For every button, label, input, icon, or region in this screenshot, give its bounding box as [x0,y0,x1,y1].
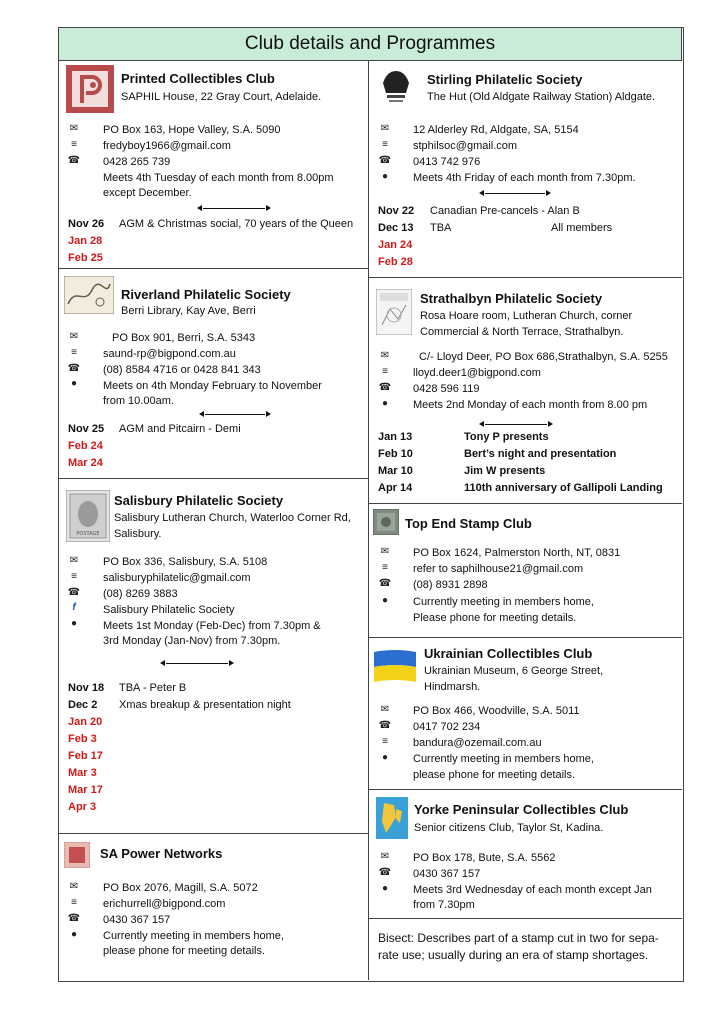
drop-icon: ● [381,398,389,409]
club-email[interactable]: stphilsoc@gmail.com [413,140,518,152]
club-venue: Berri Library, Kay Ave, Berri [121,305,256,317]
phone-icon: ☎ [67,587,81,598]
club-address: PO Box 163, Hope Valley, S.A. 5090 [103,124,281,136]
section-divider [58,478,368,479]
club-name: Ukrainian Collectibles Club [424,646,593,661]
club-meeting-cont: 3rd Monday (Jan-Nov) from 7.30pm. [103,635,281,647]
prog-event: AGM and Pitcairn - Demi [119,423,241,435]
prog-event: TBA - Peter B [119,682,187,694]
yorke-club-logo [376,797,408,839]
prog-event-extra: All members [551,222,613,234]
prog-date: Jan 13 [378,431,413,443]
prog-date: Dec 2 [68,699,98,711]
club-phone: (08) 8584 4716 or 0428 841 343 [103,364,261,376]
section-divider [368,918,682,919]
club-phone: 0417 702 234 [413,721,481,733]
club-address: 12 Alderley Rd, Aldgate, SA, 5154 [413,124,579,136]
prog-date: Jan 28 [68,235,103,247]
envelope-icon: ✉ [69,331,79,342]
club-venue: Ukrainian Museum, 6 George Street, [424,665,604,677]
drop-icon: ● [70,618,78,629]
printed-club-logo [66,65,114,113]
prog-date: Feb 25 [68,252,103,264]
club-address: PO Box 336, Salisbury, S.A. 5108 [103,556,268,568]
facebook-icon: f [72,602,76,613]
envelope-icon: ✉ [69,881,79,892]
drop-icon: ● [70,378,78,389]
club-meeting: Currently meeting in members home, [413,596,594,608]
club-email[interactable]: bandura@ozemail.com.au [413,737,542,749]
club-phone: 0428 596 119 [413,383,480,395]
prog-date: Apr 3 [68,801,97,813]
club-meeting: Currently meeting in members home, [413,753,594,765]
email-icon: ≡ [382,366,388,377]
strathalbyn-club-logo [376,289,412,335]
prog-date: Nov 26 [68,218,105,230]
club-meeting: Meets 4th Tuesday of each month from 8.00pm [103,172,334,184]
club-phone: (08) 8269 3883 [103,588,178,600]
divider-arrow [205,414,265,415]
envelope-icon: ✉ [380,546,390,557]
section-divider [368,789,682,790]
drop-icon: ● [381,595,389,606]
club-name: Printed Collectibles Club [121,71,275,86]
prog-event: Bert’s night and presentation [464,448,617,460]
club-phone: (08) 8931 2898 [413,579,488,591]
section-divider [368,277,682,278]
club-meeting: Currently meeting in members home, [103,930,284,942]
club-address: PO Box 1624, Palmerston North, NT, 0831 [413,547,621,559]
prog-date: Feb 10 [378,448,413,460]
prog-event: 110th anniversary of Gallipoli Landing [464,482,663,494]
club-venue: Salisbury Lutheran Church, Waterloo Corner Rd, [114,512,351,524]
divider-arrow [485,424,547,425]
club-venue: SAPHIL House, 22 Gray Court, Adelaide. [121,91,322,103]
envelope-icon: ✉ [69,123,79,134]
prog-date: Feb 24 [68,440,103,452]
club-email[interactable]: refer to saphilhouse21@gmail.com [413,563,584,575]
club-venue-cont: Salisbury. [114,528,162,540]
prog-date: Feb 3 [68,733,97,745]
column-divider [368,61,369,980]
phone-icon: ☎ [67,363,81,374]
club-facebook[interactable]: Salisbury Philatelic Society [103,604,235,616]
email-icon: ≡ [71,897,77,908]
envelope-icon: ✉ [380,704,390,715]
prog-date: Mar 10 [378,465,413,477]
email-icon: ≡ [71,571,77,582]
club-name: Top End Stamp Club [405,516,532,531]
prog-date: Mar 24 [68,457,103,469]
prog-date: Feb 17 [68,750,103,762]
sa-power-club-logo [64,842,90,868]
email-icon: ≡ [71,139,77,150]
drop-icon: ● [381,171,389,182]
prog-date: Nov 22 [378,205,415,217]
prog-date: Mar 3 [68,767,97,779]
prog-date: Nov 25 [68,423,105,435]
prog-event: Xmas breakup & presentation night [119,699,291,711]
phone-icon: ☎ [378,578,392,589]
phone-icon: ☎ [378,382,392,393]
club-address: PO Box 178, Bute, S.A. 5562 [413,852,556,864]
riverland-club-logo [64,276,114,314]
section-divider [58,268,368,269]
club-venue: Senior citizens Club, Taylor St, Kadina. [414,822,604,834]
page-title: Club details and Programmes [58,27,682,61]
club-phone: 0430 367 157 [103,914,171,926]
club-name: SA Power Networks [100,846,223,861]
email-icon: ≡ [71,347,77,358]
prog-event: Tony P presents [464,431,549,443]
club-meeting: Meets 3rd Wednesday of each month except Jan [413,884,652,896]
club-venue-cont: Hindmarsh. [424,681,481,693]
prog-event: Jim W presents [464,465,546,477]
drop-icon: ● [70,929,78,940]
club-meeting: Meets 2nd Monday of each month from 8.00 pm [413,399,648,411]
club-address: PO Box 2076, Magill, S.A. 5072 [103,882,258,894]
club-address: C/- Lloyd Deer, PO Box 686,Strathalbyn, S.A. 5255 [419,351,668,363]
club-meeting: Meets on 4th Monday February to November [103,380,322,392]
envelope-icon: ✉ [380,350,390,361]
prog-date: Feb 28 [378,256,413,268]
club-email[interactable]: erichurrell@bigpond.com [103,898,226,910]
club-address: PO Box 466, Woodville, S.A. 5011 [413,705,580,717]
envelope-icon: ✉ [380,123,390,134]
club-phone: 0428 265 739 [103,156,171,168]
club-name: Stirling Philatelic Society [427,72,583,87]
prog-date: Jan 20 [68,716,103,728]
top-end-club-logo [373,509,399,535]
stirling-club-logo [377,65,415,103]
salisbury-club-logo [66,490,110,542]
club-email[interactable]: lloyd.deer1@bigpond.com [413,367,541,379]
club-email[interactable]: salisburyphilatelic@gmail.com [103,572,251,584]
club-venue: The Hut (Old Aldgate Railway Station) Aldgate. [427,91,656,103]
club-meeting-cont: except December. [103,187,192,199]
divider-arrow [203,208,265,209]
phone-icon: ☎ [378,867,392,878]
email-icon: ≡ [382,736,388,747]
email-icon: ≡ [382,139,388,150]
club-meeting-cont: please phone for meeting details. [103,945,266,957]
club-phone: 0413 742 976 [413,156,481,168]
club-name: Yorke Peninsular Collectibles Club [414,802,629,817]
section-divider [368,503,682,504]
envelope-icon: ✉ [69,555,79,566]
svg-text:POSTAGE: POSTAGE [76,531,100,537]
divider-arrow [485,193,545,194]
club-email[interactable]: fredyboy1966@gmail.com [103,140,231,152]
section-divider [58,833,368,834]
email-icon: ≡ [382,562,388,573]
club-phone: 0430 367 157 [413,868,481,880]
club-name: Riverland Philatelic Society [121,287,291,302]
prog-event: Canadian Pre-cancels - Alan B [430,205,580,217]
club-venue: Rosa Hoare room, Lutheran Church, corner [420,310,633,322]
club-meeting: Meets 4th Friday of each month from 7.30pm. [413,172,636,184]
bisect-note-line: rate use; usually during an era of stamp shortages. [378,948,649,962]
phone-icon: ☎ [67,155,81,166]
drop-icon: ● [381,752,389,763]
club-meeting-cont: from 10.00am. [103,395,174,407]
club-address: PO Box 901, Berri, S.A. 5343 [112,332,256,344]
club-meeting-cont: please phone for meeting details. [413,769,576,781]
club-meeting-cont: Please phone for meeting details. [413,612,577,624]
divider-arrow [166,663,228,664]
bisect-note-line: Bisect: Describes part of a stamp cut in two for sepa- [378,931,659,945]
phone-icon: ☎ [378,155,392,166]
phone-icon: ☎ [378,720,392,731]
prog-date: Mar 17 [68,784,103,796]
club-email[interactable]: saund-rp@bigpond.com.au [103,348,236,360]
ukrainian-flag-logo [374,648,416,686]
prog-event: AGM & Christmas social, 70 years of the Queen [119,218,354,230]
club-meeting: Meets 1st Monday (Feb-Dec) from 7.30pm & [103,620,321,632]
phone-icon: ☎ [67,913,81,924]
prog-date: Nov 18 [68,682,105,694]
club-venue-cont: Commercial & North Terrace, Strathalbyn. [420,326,624,338]
club-name: Salisbury Philatelic Society [114,493,284,508]
prog-date: Dec 13 [378,222,414,234]
prog-date: Jan 24 [378,239,413,251]
club-name: Strathalbyn Philatelic Society [420,291,603,306]
drop-icon: ● [381,883,389,894]
prog-date: Apr 14 [378,482,413,494]
envelope-icon: ✉ [380,851,390,862]
club-meeting-cont: from 7.30pm [413,899,475,911]
section-divider [368,637,682,638]
prog-event: TBA [430,222,452,234]
